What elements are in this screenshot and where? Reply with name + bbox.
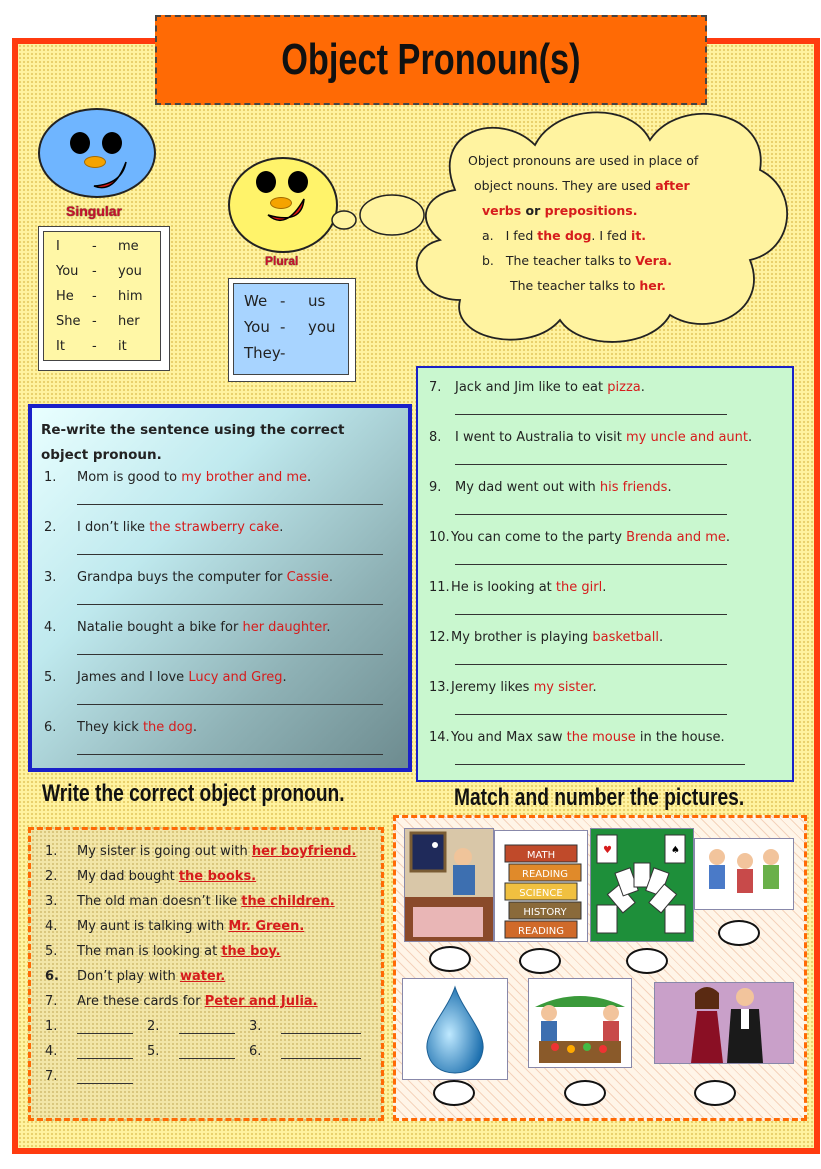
singular-pronoun-row — [56, 284, 160, 309]
picture-children-icon — [694, 838, 794, 910]
cloud-line: object nouns. They are used — [474, 178, 656, 193]
answer-line[interactable] — [77, 554, 383, 555]
question-text: Grandpa buys the computer for — [77, 570, 287, 585]
picture-books-icon — [494, 830, 588, 942]
question-text: . — [748, 430, 753, 445]
svg-text:♠: ♠ — [671, 845, 680, 856]
answer-blank[interactable] — [281, 1058, 361, 1059]
cloud-keyword: verbs — [482, 203, 522, 218]
pronoun-cell: - — [280, 318, 286, 336]
page-title: Object Pronoun(s) — [281, 35, 581, 84]
write-heading: Write the correct object pronoun. — [42, 780, 345, 807]
pronoun-cell: - — [92, 289, 97, 304]
example-label: a. — [482, 228, 494, 243]
pronoun-cell: You — [244, 318, 270, 336]
question-text: My aunt is talking with — [77, 919, 229, 934]
write-pronoun-box — [28, 827, 384, 1121]
question-number: 4. — [44, 620, 57, 635]
write-question — [45, 869, 256, 884]
write-question — [45, 994, 318, 1009]
rewrite-question — [44, 620, 331, 635]
answer-line[interactable] — [455, 414, 727, 415]
pronoun-cell: her — [118, 314, 140, 329]
question-number: 13. — [429, 680, 450, 695]
pronoun-cell: him — [118, 289, 143, 304]
picture-market-icon — [528, 978, 632, 1068]
example-text: . I fed — [591, 228, 632, 243]
question-highlight: Brenda and me — [626, 530, 726, 545]
question-number: 6. — [44, 720, 57, 735]
example-label: b. — [482, 253, 494, 268]
question-text: I don’t like — [77, 520, 150, 535]
rewrite-question — [44, 720, 197, 735]
question-highlight: Peter and Julia. — [204, 994, 318, 1009]
question-highlight: my sister — [533, 680, 593, 695]
rewrite-question — [44, 570, 333, 585]
pronoun-cell: I — [56, 239, 60, 254]
write-question — [45, 969, 225, 984]
question-highlight: my uncle and aunt — [626, 430, 748, 445]
question-number: 1. — [45, 844, 58, 859]
cloud-keyword: prepositions. — [544, 203, 638, 218]
question-highlight: Cassie — [286, 570, 329, 585]
pronoun-cell: You — [56, 264, 79, 279]
pronoun-cell: - — [92, 314, 97, 329]
pronoun-cell: you — [308, 318, 336, 336]
singular-pronoun-row — [56, 259, 160, 284]
example-text: The teacher talks to — [505, 253, 636, 268]
picture-water-drop-icon — [402, 978, 508, 1080]
book-label: HISTORY — [523, 907, 567, 918]
pronoun-cell: It — [56, 339, 65, 354]
question-highlight: his friends — [599, 480, 668, 495]
example-text: The teacher talks to — [510, 278, 640, 293]
singular-pronoun-row — [56, 334, 160, 359]
question-highlight: basketball — [592, 630, 659, 645]
example-keyword: it. — [631, 228, 647, 243]
answer-blank[interactable] — [77, 1033, 133, 1034]
picture-old-man-icon — [404, 828, 494, 942]
example-keyword: her. — [639, 278, 666, 293]
rewrite-question — [44, 670, 287, 685]
pronoun-cell: He — [56, 289, 74, 304]
pronoun-cell: - — [280, 344, 286, 362]
book-label: READING — [522, 869, 568, 880]
question-highlight: her daughter — [242, 620, 327, 635]
pronoun-cell: us — [308, 292, 326, 310]
answer-number: 4. — [45, 1044, 58, 1059]
rewrite-question — [429, 730, 725, 745]
question-number: 3. — [45, 894, 58, 909]
question-text: . — [667, 480, 672, 495]
question-text: . — [592, 680, 597, 695]
write-question — [45, 844, 356, 859]
rewrite-panel-right — [416, 366, 794, 782]
pronoun-cell: you — [118, 264, 142, 279]
rewrite-question — [429, 580, 606, 595]
question-number: 4. — [45, 919, 58, 934]
match-answer-oval[interactable] — [718, 920, 760, 946]
rewrite-question — [429, 630, 663, 645]
singular-face-icon — [38, 108, 156, 198]
question-text: The old man doesn’t like — [77, 894, 242, 909]
example-keyword: Vera. — [635, 253, 673, 268]
rewrite-question — [429, 680, 597, 695]
smile-icon — [264, 193, 312, 233]
rewrite-question — [44, 470, 311, 485]
answer-line[interactable] — [455, 764, 745, 765]
question-highlight: the children. — [241, 894, 335, 909]
answer-line[interactable] — [455, 664, 727, 665]
question-highlight: water. — [179, 969, 226, 984]
answer-line[interactable] — [77, 754, 383, 755]
question-text: . — [282, 670, 287, 685]
answer-number: 7. — [45, 1069, 58, 1084]
question-text: The man is looking at — [77, 944, 222, 959]
book-label: READING — [518, 926, 564, 937]
plural-face-icon — [228, 157, 338, 253]
rewrite-instruction: Re-write the sentence using the correct object pronoun. — [41, 422, 345, 463]
question-highlight: the girl — [555, 580, 603, 595]
question-text: Jack and Jim like to eat — [455, 380, 608, 395]
eye-icon — [70, 132, 90, 154]
write-question — [45, 944, 281, 959]
pronoun-cell: - — [92, 339, 97, 354]
rewrite-question — [429, 430, 752, 445]
question-number: 1. — [44, 470, 57, 485]
question-text: He is looking at — [451, 580, 556, 595]
question-text: . — [602, 580, 607, 595]
question-highlight: pizza — [607, 380, 641, 395]
question-number: 10. — [429, 530, 450, 545]
answer-number: 5. — [147, 1044, 160, 1059]
match-answer-oval[interactable] — [429, 946, 471, 972]
question-text: . — [725, 530, 731, 545]
question-number: 14. — [429, 730, 450, 745]
question-number: 5. — [44, 670, 57, 685]
pronoun-cell: - — [280, 292, 286, 310]
singular-pronoun-row — [56, 309, 160, 334]
question-text: . — [326, 620, 331, 635]
question-number: 5. — [45, 944, 58, 959]
singular-label: Singular — [66, 203, 123, 219]
pronoun-cell: - — [92, 239, 97, 254]
question-text: . — [192, 720, 198, 735]
match-heading: Match and number the pictures. — [454, 784, 745, 811]
answer-blank[interactable] — [179, 1033, 235, 1034]
rewrite-question — [44, 520, 283, 535]
cloud-explanation — [468, 148, 768, 298]
pronoun-cell: it — [118, 339, 127, 354]
question-text: . — [328, 570, 333, 585]
pronoun-cell: They — [244, 344, 281, 362]
question-number: 12. — [429, 630, 450, 645]
question-text: You and Max saw — [451, 730, 567, 745]
rewrite-panel-left — [28, 404, 412, 772]
svg-text:♥: ♥ — [603, 845, 612, 856]
question-highlight: Mr. Green. — [228, 919, 305, 934]
cloud-line: Object pronouns are used in place of — [468, 153, 699, 168]
question-number: 3. — [44, 570, 57, 585]
question-text: . — [659, 630, 664, 645]
answer-blank[interactable] — [281, 1033, 361, 1034]
question-highlight: the mouse — [566, 730, 636, 745]
question-number: 6. — [45, 969, 59, 984]
question-highlight: the dog — [142, 720, 193, 735]
question-text: . — [279, 520, 284, 535]
answer-number: 1. — [45, 1019, 58, 1034]
question-text: . — [307, 470, 312, 485]
answer-line[interactable] — [455, 564, 727, 565]
answer-line[interactable] — [455, 464, 727, 465]
question-highlight: her boyfriend. — [251, 844, 357, 859]
question-text: Mom is good to — [77, 470, 182, 485]
title-banner — [155, 15, 707, 105]
question-text: Don’t play with — [77, 969, 180, 984]
answer-blank[interactable] — [179, 1058, 235, 1059]
answer-line[interactable] — [77, 704, 383, 705]
match-answer-oval[interactable] — [694, 1080, 736, 1106]
question-highlight: the books. — [178, 869, 257, 884]
pronoun-cell: - — [92, 264, 97, 279]
book-label: SCIENCE — [519, 888, 563, 899]
plural-label: Plural — [265, 254, 299, 268]
answer-blank[interactable] — [77, 1083, 133, 1084]
question-text: My dad went out with — [455, 480, 600, 495]
question-highlight: Lucy and Greg — [188, 670, 283, 685]
question-text: My sister is going out with — [77, 844, 252, 859]
match-answer-oval[interactable] — [626, 948, 668, 974]
question-text: James and I love — [77, 670, 189, 685]
match-answer-oval[interactable] — [564, 1080, 606, 1106]
question-text: They kick — [77, 720, 143, 735]
answer-line[interactable] — [455, 614, 727, 615]
question-text: . — [640, 380, 645, 395]
answer-blank[interactable] — [77, 1058, 133, 1059]
rewrite-question — [429, 380, 645, 395]
match-answer-oval[interactable] — [519, 948, 561, 974]
cloud-line: or — [521, 203, 545, 218]
picture-couple-icon — [654, 982, 794, 1064]
question-number: 7. — [45, 994, 58, 1009]
singular-pronoun-row — [56, 234, 160, 259]
write-question — [45, 919, 304, 934]
answer-number: 6. — [249, 1044, 262, 1059]
cloud-keyword: after — [655, 178, 690, 193]
question-text: I went to Australia to visit — [455, 430, 626, 445]
question-text: My dad bought — [77, 869, 179, 884]
pronoun-cell: She — [56, 314, 81, 329]
rewrite-question — [429, 530, 730, 545]
singular-table — [38, 226, 170, 371]
pronoun-cell: me — [118, 239, 139, 254]
question-text: You can come to the party — [451, 530, 627, 545]
question-number: 9. — [429, 480, 442, 495]
answer-line[interactable] — [77, 654, 383, 655]
answer-line[interactable] — [455, 714, 727, 715]
answer-line[interactable] — [77, 604, 383, 605]
smile-icon — [92, 160, 132, 196]
example-text: I fed — [505, 228, 538, 243]
eye-icon — [102, 132, 122, 154]
match-answer-oval[interactable] — [433, 1080, 475, 1106]
question-text: Natalie bought a bike for — [77, 620, 243, 635]
answer-line[interactable] — [77, 504, 383, 505]
question-number: 2. — [45, 869, 58, 884]
rewrite-question — [429, 480, 672, 495]
question-text: My brother is playing — [451, 630, 593, 645]
answer-line[interactable] — [455, 514, 727, 515]
answer-number: 3. — [249, 1019, 262, 1034]
question-number: 2. — [44, 520, 57, 535]
question-highlight: the boy. — [221, 944, 281, 959]
picture-cards-icon — [590, 828, 694, 942]
question-number: 8. — [429, 430, 442, 445]
eye-icon — [288, 171, 308, 193]
eye-icon — [256, 171, 276, 193]
answer-number: 2. — [147, 1019, 160, 1034]
question-text: Are these cards for — [77, 994, 205, 1009]
pronoun-cell: We — [244, 292, 268, 310]
question-text: in the house. — [635, 730, 725, 745]
question-text: Jeremy likes — [451, 680, 534, 695]
write-question — [45, 894, 335, 909]
question-highlight: my brother and me — [181, 470, 308, 485]
book-label: MATH — [526, 850, 556, 861]
question-number: 11. — [429, 580, 450, 595]
question-highlight: the strawberry cake — [149, 520, 280, 535]
example-keyword: the dog — [537, 228, 592, 243]
question-number: 7. — [429, 380, 442, 395]
